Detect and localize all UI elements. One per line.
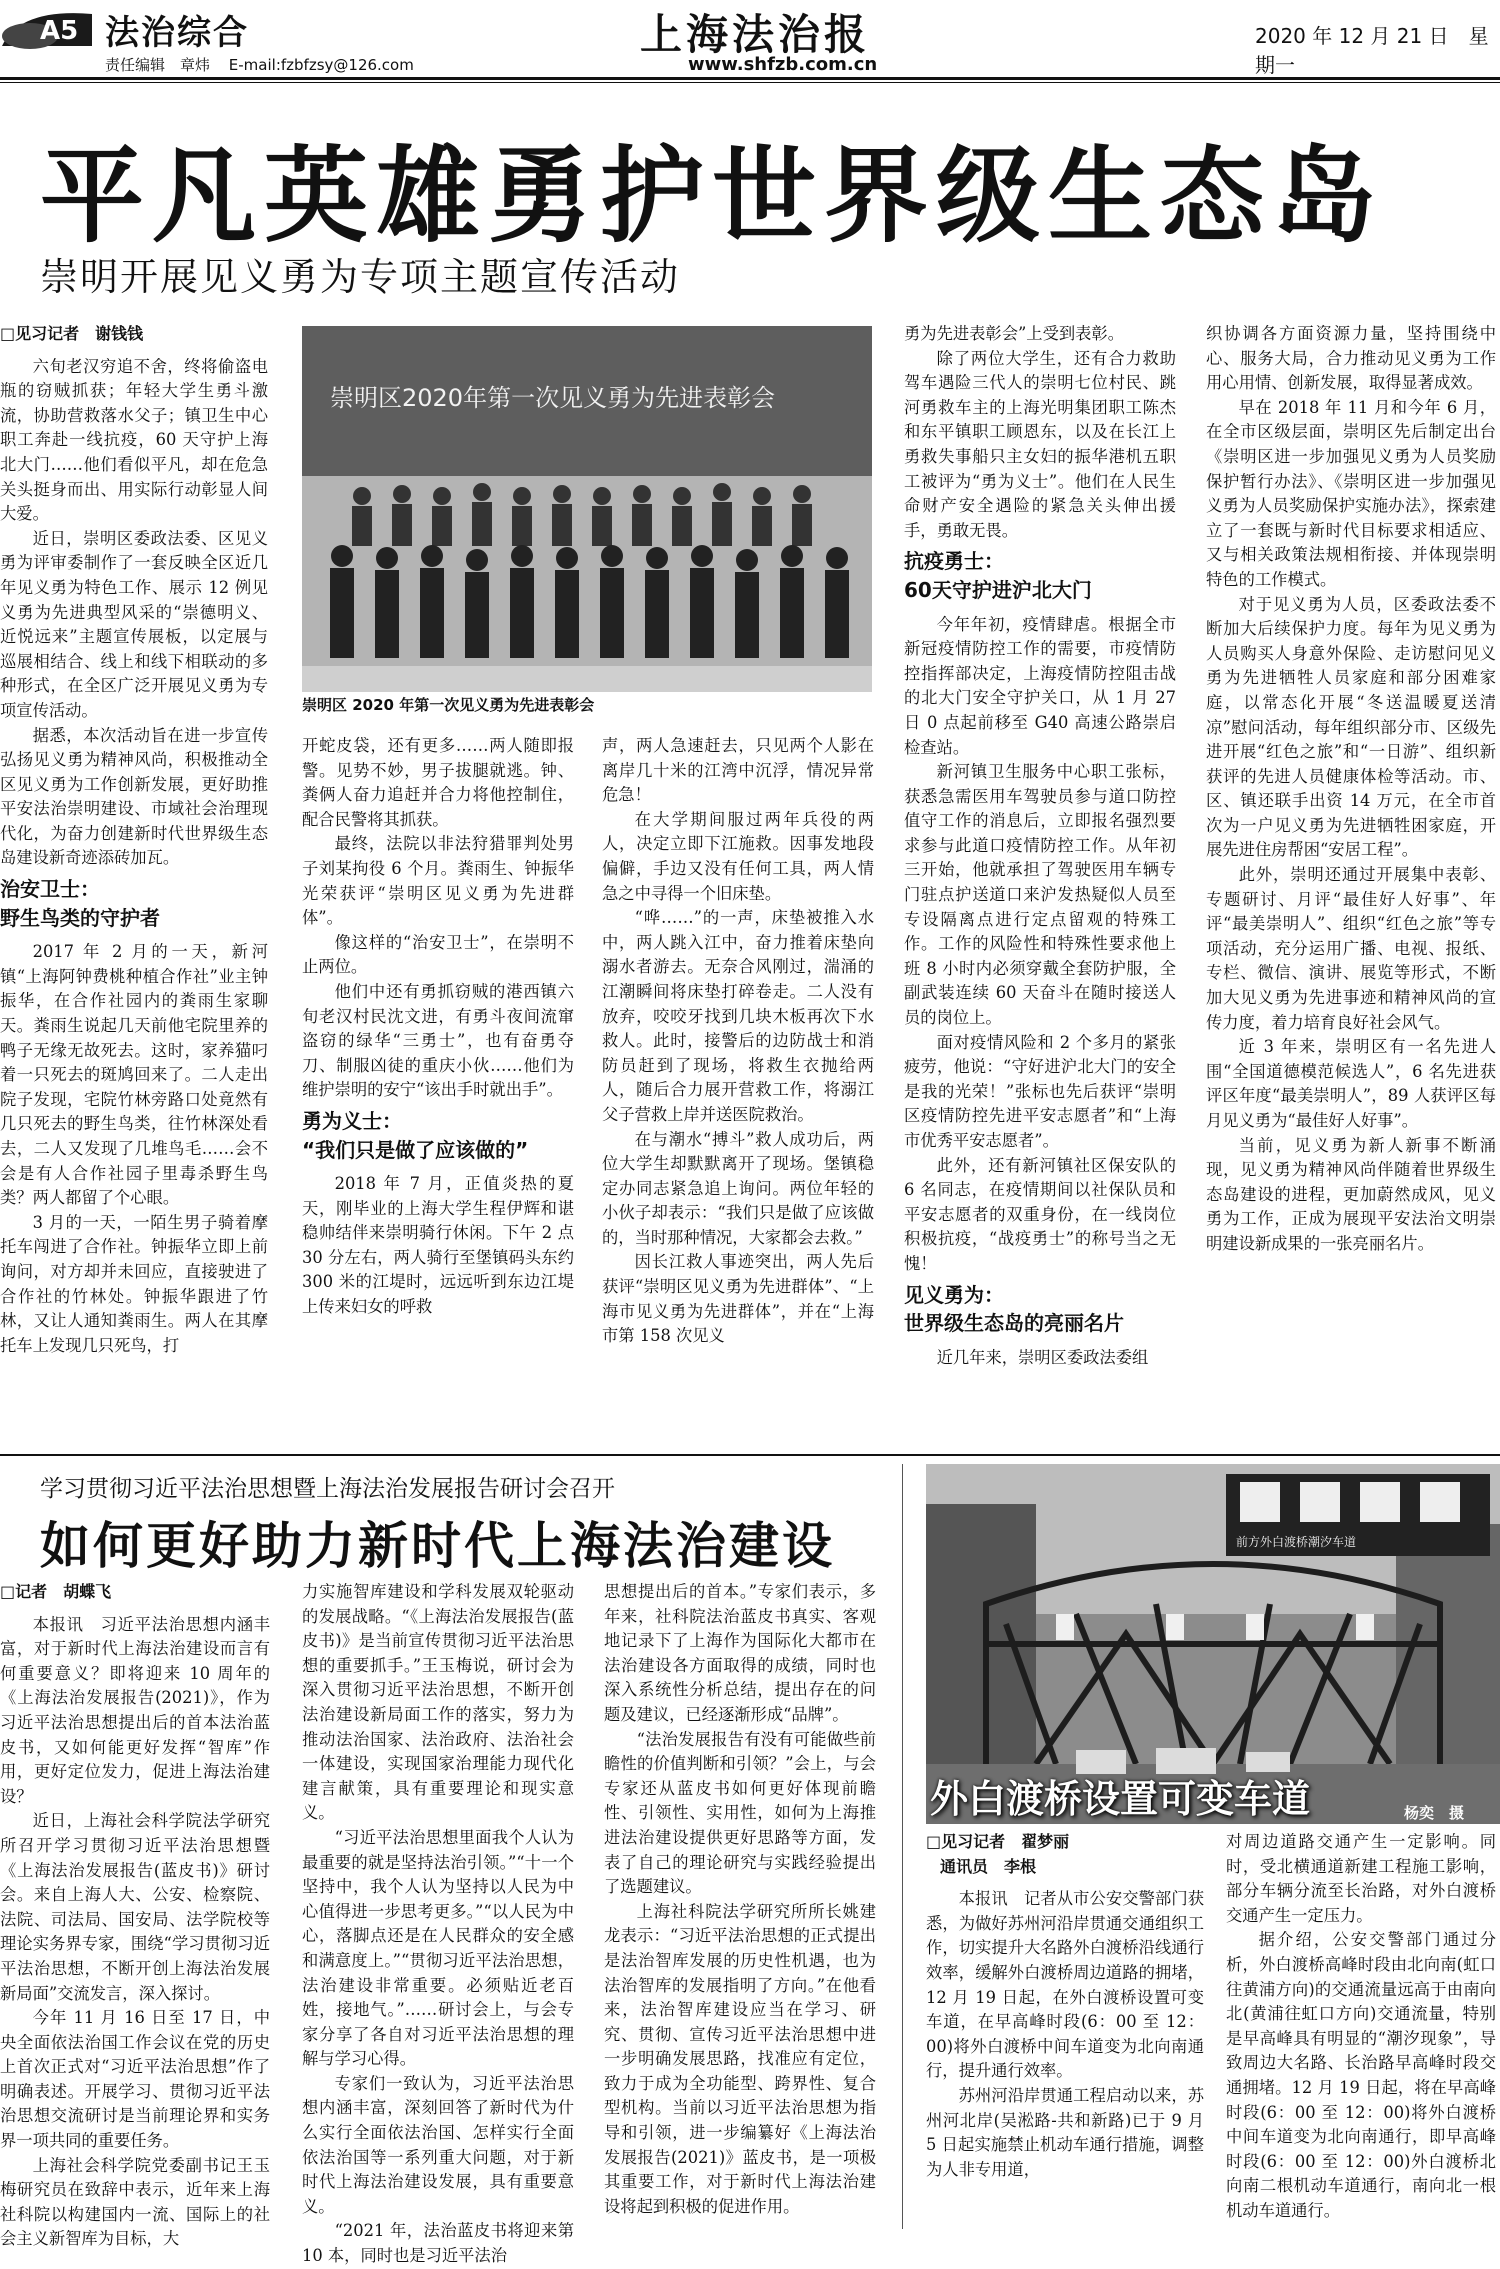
paragraph: 近日，上海社会科学院法学研究所召开学习贯彻习近平法治思想暨《上海法治发展报告(蓝皮书)》研讨会。来自上海人大、公安、检察院、法院、司法局、国安局、法学院校等理论实务界专家，围绕“学习贯彻习近平法治思想，不断开创上海法治发展新局面”交流发言，深入探讨。: [0, 1811, 270, 2003]
paragraph: 近几年来，崇明区委政法委组: [936, 1347, 1149, 1367]
paragraph: 专家们一致认为，习近平法治思想内涵丰富，深刻回答了新时代为什么实行全面依法治国、怎样实行全面依法治国等一系列重大问题，对于新时代上海法治建设发展，具有重要意义。: [302, 2073, 574, 2216]
issue-date: 2020 年 12 月 21 日 星期一: [1255, 24, 1489, 77]
photo-credit: 杨奕 摄: [1404, 1804, 1465, 1822]
paragraph: 对于见义勇为人员，区委政法委不断加大后续保护力度。每年为见义勇为人员购买人身意外保险、走访慰问见义勇为先进牺牲人员家庭和部分困难家庭，以常态化开展“冬送温暖夏送清凉”慰问活动，每年组织部分市、区级先进开展“红色之旅”和“一日游”、组织新获评的先进人员健康体检等活动。市、区、镇还联手出资 14 万元，在全市首次为一户见义勇为先进牺牲困家庭，开展先进住房帮困“安居工程”。: [1206, 594, 1496, 860]
subheading-secondary: 世界级生态岛的亮丽名片: [904, 1311, 1124, 1336]
header-rule: [0, 77, 1500, 80]
paragraph: 勇为先进表彰会”上受到表彰。: [904, 324, 1124, 343]
paragraph: 因长江救人事迹突出，两人先后获评“崇明区见义勇为先进群体”、“上海市见义勇为先进群体”，并在“上海市第 158 次见义: [602, 1252, 874, 1346]
article1-column-4: [904, 322, 1176, 1437]
main-subheadline: 崇明开展见义勇为专项主题宣传活动: [40, 255, 681, 299]
paragraph: 声，两人急速赶去，只见两个人影在离岸几十米的江湾中沉浮，情况异常危急！: [602, 736, 874, 805]
paragraph: 当前，见义勇为新人新事不断涌现，见义勇为精神风尚伴随着世界级生态岛建设的进程，更加蔚然成风，见义勇为工作，正成为展现平安法治文明崇明建设新成果的一张亮丽名片。: [1206, 1135, 1496, 1253]
page-badge: [0, 6, 95, 50]
award-ceremony-photo: [302, 326, 872, 692]
photo-sign-text: 前方外白渡桥潮汐车道: [1236, 1535, 1357, 1549]
website-url: www.shfzb.com.cn: [688, 54, 878, 75]
award-photo-graphic: [302, 326, 872, 692]
paragraph: 最终，法院以非法狩猎罪判处男子刘某拘役 6 个月。粪雨生、钟振华光荣获评“崇明区见义勇为先进群体”。: [302, 834, 574, 928]
paragraph: 对周边道路交通产生一定影响。同时，受北横通道新建工程施工影响，部分车辆分流至长治路，对外白渡桥交通产生一定压力。: [1226, 1832, 1496, 1925]
paragraph: 他们中还有勇抓窃贼的港西镇六旬老汉村民沈文进，有勇斗夜间流窜盗窃的绿华“三勇士”，也有奋勇夺刀、制服凶徒的重庆小伙……他们为维护崇明的安宁“该出手时就出手”。: [302, 981, 574, 1100]
paragraph: 2018 年 7 月，正值炎热的夏天，刚毕业的上海大学生程伊辉和谌稳帅结伴来崇明骑行休闲。下午 2 点 30 分左右，两人骑行至堡镇码头东约 300 米的江堤时，远远听到东边江堤上传来妇女的呼救: [302, 1174, 574, 1317]
subheading-secondary: 野生鸟类的守护者: [0, 905, 160, 930]
subheading: 抗疫勇士：: [904, 549, 1004, 574]
paragraph: 除了两位大学生，还有合力救助驾车遇险三代人的崇明七位村民、跳河勇救车主的上海光明集团职工陈杰和东平镇职工顾恩东，以及在长江上勇救失事船只主女妇的振华港机五职工被评为“勇为义士”。他们在人民生命财产安全遇险的紧急关头伸出援手，勇敢无畏。: [904, 348, 1176, 540]
paragraph: 据介绍，公安交警部门通过分析，外白渡桥高峰时段由北向南(虹口往黄浦方向)的交通流量远高于由南向北(黄浦往虹口方向)交通流量，特别是早高峰具有明显的“潮汐现象”，导致周边大名路、长治路早高峰时段交通拥堵。12 月 19 日起，将在早高峰时段(6：00 至 12：00)将外白渡桥中间车道变为北向南通行，即早高峰时段(6：00 至 12：00)外白渡桥北向南二根机动车道通行，南向北一根机动车道通行。: [1226, 1930, 1496, 2220]
header-rule-thin: [0, 82, 1500, 83]
article2-column-1: [0, 1580, 270, 2249]
paragraph: 思想提出后的首本。”专家们表示，多年来，社科院法治蓝皮书真实、客观地记录下了上海作为国际化大都市在法治建设各方面取得的成绩，同时也深入系统性分析总结，提出存在的问题及建议，已经逐渐形成“品牌”。: [604, 1582, 876, 1724]
page-number: A5: [40, 16, 79, 46]
paragraph: 在大学期间服过两年兵役的两人，决定立即下江施救。因事发地段偏僻，手边又没有任何工具，两人情急之中寻得一个旧床垫。: [602, 809, 874, 903]
main-headline: 平凡英雄勇护世界级生态岛: [40, 135, 1385, 257]
editor-line: [105, 54, 428, 75]
article2-byline: □记者 胡蝶飞: [0, 1582, 112, 1601]
paragraph: 面对疫情风险和 2 个多月的紧张疲劳，他说：“守好进沪北大门的安全是我的光荣！”张标也先后获评“崇明区疫情防控先进平安志愿者”和“上海市优秀平安志愿者”。: [904, 1032, 1176, 1150]
section-title: 法治综合: [105, 13, 249, 53]
subheading: 勇为义士：: [302, 1108, 402, 1133]
paragraph: 苏州河沿岸贯通工程启动以来，苏州河北岸(吴淞路-共和新路)已于 9 月 5 日起实施禁止机动车通行措施，调整为人非专用道，: [926, 2085, 1204, 2179]
paragraph: 上海社会科学院党委副书记王玉梅研究员在致辞中表示，近年来上海社科院以构建国内一流、国际上的社会主义新智库为目标，大: [0, 2155, 270, 2249]
paragraph: 新河镇卫生服务中心职工张标，获悉急需医用车驾驶员参与道口防控值守工作的消息后，立即报名强烈要求参与此道口疫情防控工作。从年初三开始，他就承担了驾驶医用车辆专门驻点护送道口来沪发热疑似人员至专设隔离点进行定点留观的特殊工作。工作的风险性和特殊性要求他上班 8 小时内必须穿戴全套防护服，全副武装连续 60 天奋斗在随时接送人员的岗位上。: [904, 762, 1176, 1028]
paragraph: 早在 2018 年 11 月和今年 6 月，在全市区级层面，崇明区先后制定出台《崇明区进一步加强见义勇为人员奖励保护暂行办法》、《崇明区进一步加强见义勇为人员奖励保护实施办法》，探索建立了一套既与新时代目标要求相适应、又与相关政策法规相衔接、并体现崇明特色的工作模式。: [1206, 397, 1496, 589]
subheading-secondary: “我们只是做了应该做的”: [302, 1137, 529, 1162]
bridge-photo-title: 外白渡桥设置可变车道: [930, 1777, 1311, 1821]
paragraph: 此外，崇明还通过开展集中表彰、专题研讨、月评“最佳好人好事”、年评“最美崇明人”、组织“红色之旅”等专项活动，充分运用广播、电视、报纸、专栏、微信、演讲、展览等形式，不断加大见义勇为先进事迹和精神风尚的宣传力度，着力培育良好社会风气。: [1206, 865, 1496, 1032]
photo-caption: 崇明区 2020 年第一次见义勇为先进表彰会: [302, 696, 595, 714]
paragraph: “哗……”的一声，床垫被推入水中，两人跳入江中，奋力推着床垫向溺水者游去。无奈合风刚过，湍涌的江潮瞬间将床垫打碎卷走。二人没有放弃，咬咬牙找到几块木板再次下水救人。此时，接警后的边防战士和消防员赶到了现场，将救生衣抛给两人，随后合力展开营救工作，将溺江父子营救上岸并送医院救治。: [602, 908, 874, 1124]
section-divider: [0, 1454, 1500, 1456]
paragraph: “习近平法治思想里面我个人认为最重要的就是坚持法治引领。”“十一个坚持中，我个人认为坚持以人民为中心值得进一步思考更多。”“以人民为中心，落脚点还是在人民群众的安全感和满意度上。”“贯彻习近平法治思想，法治建设非常重要。必须贴近老百姓，接地气。”……研讨会上，与会专家分享了各自对习近平法治思想的理解与学习心得。: [302, 1827, 574, 2069]
paragraph: 本报讯 习近平法治思想内涵丰富，对于新时代上海法治建设而言有何重要意义？即将迎来 10 周年的《上海法治发展报告(2021)》，作为习近平法治思想提出后的首本法治蓝皮书，又如何能更好发挥“智库”作用，更好定位发力，促进上海法治建设？: [0, 1614, 270, 1806]
paragraph: 织协调各方面资源力量，坚持围绕中心、服务大局，合力推动见义勇为工作用心用情、创新发展，取得显著成效。: [1206, 324, 1496, 393]
paragraph: 据悉，本次活动旨在进一步宣传弘扬见义勇为精神风尚，积极推动全区见义勇为工作创新发展，更好助推平安法治崇明建设、市域社会治理现代化，为奋力创建新时代世界级生态岛建设新奇迹添砖加瓦。: [0, 725, 268, 868]
paragraph: 六旬老汉穷追不舍，终将偷盗电瓶的窃贼抓获；年轻大学生勇斗激流，协助营救落水父子；镇卫生中心职工奔赴一线抗疫，60 天守护上海北大门……他们看似平凡，却在危急关头挺身而出、用实际行动彰显人间大爱。: [0, 356, 268, 524]
article3-byline-reporter: □见习记者 翟梦丽: [926, 1832, 1070, 1851]
article1-column-2: [302, 734, 574, 1437]
article2-column-2: [302, 1580, 574, 2266]
editor-email: E-mail:fzbfzsy@126.com: [228, 56, 414, 74]
paragraph: 开蛇皮袋，还有更多……两人随即报警。见势不妙，男子拔腿就逃。钟、粪俩人奋力追赶并合力将他控制住，配合民警将其抓获。: [302, 736, 574, 829]
editor-name: 责任编辑 章炜: [105, 56, 211, 74]
article1-column-5: [1206, 322, 1496, 1437]
paragraph: 今年年初，疫情肆虐。根据全市新冠疫情防控工作的需要，市疫情防控指挥部决定，上海疫情防控阻击战的北大门安全守护关口，从 1 月 27 日 0 点起前移至 G40 高速公路崇启检查站。: [904, 614, 1176, 757]
subheading: 治安卫士：: [0, 877, 100, 902]
paragraph: 近日，崇明区委政法委、区见义勇为评审委制作了一套反映全区近几年见义勇为特色工作、展示 12 例见义勇为先进典型风采的“崇德明义、近悦远来”主题宣传展板，以定展与巡展相结合、线上和线下相联动的多种形式，在全区广泛开展见义勇为专项宣传活动。: [0, 528, 268, 720]
article3-byline-correspondent: 通讯员 李根: [940, 1856, 1037, 1876]
paragraph: 上海社科院法学研究所所长姚建龙表示：“习近平法治思想的正式提出是法治智库发展的历史性机遇，也为法治智库的发展指明了方向。”在他看来，法治智库建设应当在学习、研究、贯彻、宣传习近平法治思想中进一步明确发展思路，找准应有定位，致力于成为全功能型、跨界性、复合型机构。当前以习近平法治思想为指导和引领，进一步编纂好《上海法治发展报告(2021)》蓝皮书，是一项极其重要工作，对于新时代上海法治建设将起到积极的促进作用。: [604, 1901, 876, 2216]
article2-headline: 如何更好助力新时代上海法治建设: [40, 1517, 835, 1575]
article3-column-2: [1226, 1830, 1496, 2229]
paragraph: 今年 11 月 16 日至 17 日，中央全面依法治国工作会议在党的历史上首次正式对“习近平法治思想”作了明确表述。开展学习、贯彻习近平法治思想交流研讨是当前理论界和实务界一项共同的重要任务。: [0, 2008, 270, 2151]
paragraph: 此外，还有新河镇社区保安队的 6 名同志，在疫情期间以社保队员和平安志愿者的双重身份，在一线岗位积极抗疫，“战疫勇士”的称号当之无愧！: [904, 1155, 1176, 1273]
paragraph: “法治发展报告有没有可能做些前瞻性的价值判断和引领？”会上，与会专家还从蓝皮书如何更好体现前瞻性、引领性、实用性，如何为上海推进法治建设提供更好思路等方面，发表了自己的理论研究与实践经验提出了选题建议。: [604, 1729, 876, 1897]
column-divider: [902, 1464, 903, 2229]
paragraph: 本报讯 记者从市公安交警部门获悉，为做好苏州河沿岸贯通交通组织工作，切实提升大名路外白渡桥沿线通行效率，缓解外白渡桥周边道路的拥堵，12 月 19 日起，在外白渡桥设置可变车道，在早高峰时段(6：00 至 12：00)将外白渡桥中间车道变为北向南通行，提升通行效率。: [926, 1889, 1204, 2081]
article1-column-3: [602, 734, 874, 1437]
paragraph: 在与潮水“搏斗”救人成功后，两位大学生却默默离开了现场。堡镇稳定办同志紧急追上询问。两位年轻的小伙子却表示：“我们只是做了应该做的，当时那种情况，大家都会去救。”: [602, 1129, 874, 1247]
subheading: 见义勇为：: [904, 1282, 1004, 1307]
newspaper-masthead: 上海法治报: [640, 10, 871, 59]
paragraph: 3 月的一天，一陌生男子骑着摩托车闯进了合作社。钟振华立即上前询问，对方却并未回应，直接驶进了合作社的竹林处。钟振华跟进了竹林，又让人通知粪雨生。两人在其摩托车上发现几只死鸟，打: [0, 1212, 268, 1355]
article1-col1-text: [0, 355, 268, 871]
paragraph: 近 3 年来，崇明区有一名先进人围“全国道德模范候选人”，6 名先进获评区年度“最美崇明人”，89 人获评区每月见义勇为“最佳好人好事”。: [1206, 1037, 1496, 1130]
article3-column-1: [926, 1830, 1204, 2229]
paragraph: 力实施智库建设和学科发展双轮驱动的发展战略。“《上海法治发展报告(蓝皮书)》是当前宣传贯彻习近平法治思想的重要抓手。”王玉梅说，研讨会为深入贯彻习近平法治思想，不断开创法治建设新局面工作的落实，努力为推动法治国家、法治政府、法治社会一体建设，实现国家治理能力现代化建言献策，具有重要理论和现实意义。: [302, 1582, 574, 1823]
article1-byline: □见习记者 谢钱钱: [0, 324, 144, 343]
paragraph: 2017 年 2 月的一天，新河镇“上海阿钟费桃种植合作社”业主钟振华，在合作社园内的粪雨生家聊天。粪雨生说起几天前他宅院里养的鸭子无缘无故死去。这时，家养猫叼着一只死去的斑鸠回来了。二人走出院子发现，宅院竹林旁路口处竟然有几只死去的野生鸟类，往竹林深处看去，二人又发现了几堆鸟毛……会不会是有人合作社园子里毒杀野生鸟类？两人都留了个心眼。: [0, 942, 268, 1208]
article1-column-1: [0, 322, 268, 1437]
article2-kicker: 学习贯彻习近平法治思想暨上海法治发展报告研讨会召开: [40, 1476, 615, 1502]
paragraph: “2021 年，法治蓝皮书将迎来第 10 本，同时也是习近平法治: [302, 2221, 574, 2266]
subheading-secondary: 60天守护进沪北大门: [904, 577, 1092, 602]
photo-banner-text: 崇明区2020年第一次见义勇为先进表彰会: [330, 384, 776, 412]
article2-column-3: [604, 1580, 876, 2229]
paragraph: 像这样的“治安卫士”，在崇明不止两位。: [302, 932, 574, 977]
